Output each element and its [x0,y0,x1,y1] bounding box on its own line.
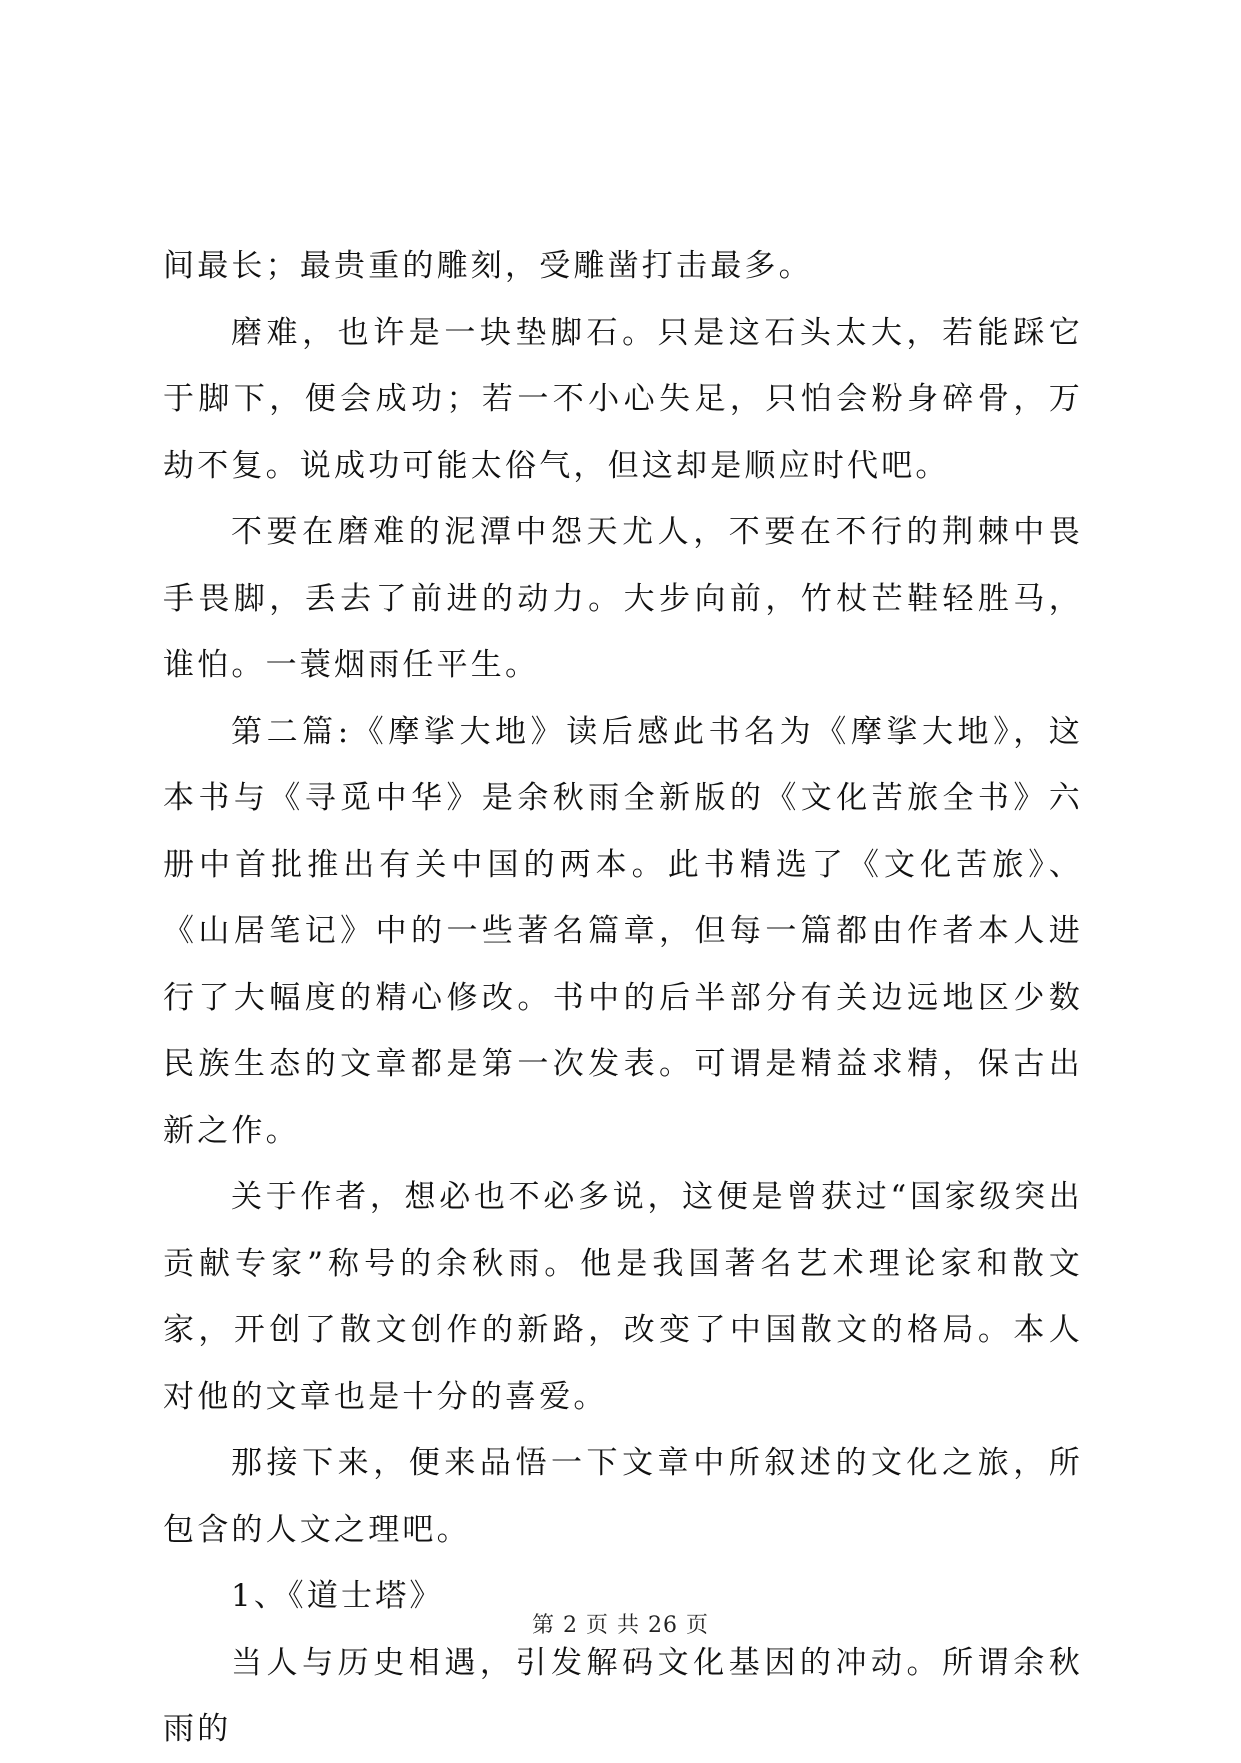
page-number-footer: 第 2 页 共 26 页 [532,1613,709,1638]
paragraph-hardship: 磨难，也许是一块垫脚石。只是这石头太大，若能踩它于脚下，便会成功；若一不小心失足，只怕会粉身碎骨，万劫不复。说成功可能太俗气，但这却是顺应时代吧。 [163,314,1083,484]
paragraph-forward: 不要在磨难的泥潭中怨天尤人，不要在不行的荆棘中畏手畏脚，丢去了前进的动力。大步向前，竹杖芒鞋轻胜马，谁怕。一蓑烟雨任平生。 [163,514,1083,683]
document-body [163,233,1083,1763]
paragraph-continuation: 间最长；最贵重的雕刻，受雕凿打击最多。 [163,248,813,284]
paragraph-about-author: 关于作者，想必也不必多说，这便是曾获过“国家级突出贡献专家”称号的余秋雨。他是我国著名艺术理论家和散文家，开创了散文创作的新路，改变了中国散文的格局。本人对他的文章也是十分的喜爱。 [163,1179,1083,1415]
section-heading-daoshita: 1、《道士塔》 [231,1578,444,1614]
paragraph-history: 当人与历史相遇，引发解码文化基因的冲动。所谓余秋雨的 [163,1644,1083,1747]
paragraph-next: 那接下来，便来品悟一下文章中所叙述的文化之旅，所包含的人文之理吧。 [163,1445,1083,1548]
paragraph-second-article: 第二篇:《摩挲大地》读后感此书名为《摩挲大地》，这本书与《寻觅中华》是余秋雨全新版的《文化苦旅全书》六册中首批推出有关中国的两本。此书精选了《文化苦旅》、《山居笔记》中的一些著名篇章，但每一篇都由作者本人进行了大幅度的精心修改。书中的后半部分有关边远地区少数民族生态的文章都是第一次发表。可谓是精益求精，保古出新之作。 [163,713,1083,1149]
